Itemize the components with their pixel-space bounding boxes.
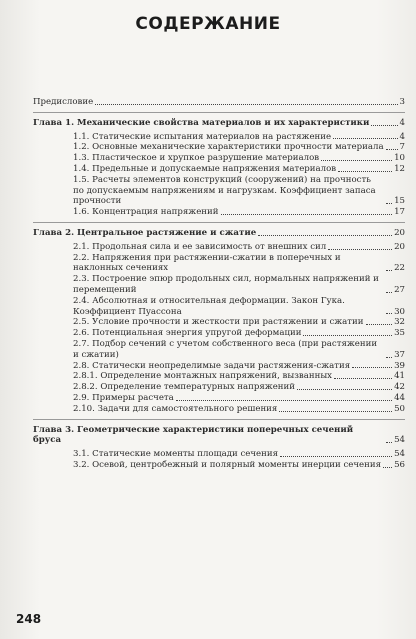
toc-entry (73, 296, 405, 318)
toc-entry-text: 2.8.2. Определение температурных напряжений (73, 382, 295, 393)
toc-entry (73, 175, 405, 207)
divider (33, 112, 405, 113)
leader-dots (221, 214, 393, 215)
toc-entry (73, 361, 405, 372)
toc-entry-page: 22 (394, 263, 405, 274)
toc-entry-page: 44 (394, 392, 405, 403)
toc-entry (73, 274, 405, 296)
leader-dots (338, 171, 392, 172)
toc-chapter-text: Глава 3. Геометрические характеристики поперечных сечений бруса (33, 424, 354, 446)
toc-entry (73, 132, 405, 143)
toc-entry-text: 1.5. Расчеты элементов конструкций (сооружений) на прочность по допускаемым напряжениям и нагрузкам. Коэффициент запаса прочности (73, 174, 376, 207)
leader-dots (321, 160, 392, 161)
toc-entry-text: 2.7. Подбор сечений с учетом собственного веса (при растяжении и сжатии) (73, 338, 378, 360)
toc-entry-text: 1.3. Пластическое и хрупкое разрушение материалов (73, 153, 320, 164)
toc-entry-text: 2.8. Статически неопределимые задачи растяжения-сжатия (73, 360, 351, 371)
table-of-contents (33, 97, 405, 471)
toc-entry-page: 30 (394, 306, 405, 317)
toc-entry-page: 12 (394, 163, 405, 174)
toc-entry-text: 2.4. Абсолютная и относительная деформации. Закон Гука. Коэффициент Пуассона (73, 295, 345, 317)
leader-dots (297, 389, 392, 390)
leader-dots (386, 149, 398, 150)
leader-dots (303, 335, 392, 336)
toc-entry (73, 242, 405, 253)
toc-chapter (33, 118, 405, 129)
leader-dots (258, 235, 392, 236)
leader-dots (333, 138, 397, 139)
toc-entry-text: 1.6. Концентрация напряжений (73, 207, 219, 218)
toc-entry-page: 20 (394, 241, 405, 252)
divider (33, 419, 405, 420)
toc-entry-page: 54 (394, 435, 405, 446)
leader-dots (95, 104, 397, 105)
toc-entry-page: 39 (394, 360, 405, 371)
toc-entry (73, 328, 405, 339)
toc-chapter-text: Глава 1. Механические свойства материалов и их характеристики (33, 117, 370, 128)
toc-entry-page: 20 (394, 227, 405, 238)
toc-entry-text: 2.3. Построение эпюр продольных сил, нормальных напряжений и перемещений (73, 274, 379, 295)
toc-entry-text: 2.8.1. Определение монтажных напряжений, вызванных (73, 371, 333, 382)
toc-entry (73, 339, 405, 361)
toc-entry (73, 153, 405, 164)
toc-entry (73, 317, 405, 328)
leader-dots (386, 313, 392, 314)
toc-entry-text: 3.1. Статические моменты площади сечения (73, 449, 279, 460)
toc-entry-text: 2.9. Примеры расчета (73, 392, 174, 403)
leader-dots (386, 442, 392, 443)
divider (33, 222, 405, 223)
leader-dots (366, 324, 393, 325)
toc-entry-page: 10 (394, 153, 405, 164)
toc-entry-text: 2.10. Задачи для самостоятельного решения (73, 403, 278, 414)
toc-entry (73, 449, 405, 460)
toc-entry (73, 404, 405, 415)
toc-entry-text: 2.6. Потенциальная энергия упругой деформации (73, 328, 302, 339)
leader-dots (279, 411, 392, 412)
toc-entry-page: 7 (399, 142, 405, 153)
toc-entry (33, 97, 405, 108)
toc-entry-text: 1.1. Статические испытания материалов на растяжение (73, 131, 332, 142)
toc-entry (73, 253, 405, 275)
toc-entry-page: 35 (394, 328, 405, 339)
toc-entry-page: 27 (394, 284, 405, 295)
toc-entry-page: 50 (394, 403, 405, 414)
toc-entry-page: 41 (394, 371, 405, 382)
toc-entry-text: 2.2. Напряжения при растяжении-сжатии в поперечных и наклонных сечениях (73, 252, 341, 274)
toc-entry-page: 3 (399, 97, 405, 107)
toc-entry (73, 460, 405, 471)
toc-entry-text: 2.5. Условие прочности и жесткости при растяжении и сжатии (73, 317, 364, 328)
toc-entry-text: 1.2. Основные механические характеристики прочности материала (73, 142, 384, 153)
leader-dots (371, 125, 397, 126)
toc-entry (73, 207, 405, 218)
toc-entry-text: 3.2. Осевой, центробежный и полярный моменты инерции сечения (73, 459, 381, 470)
page-title: СОДЕРЖАНИЕ (135, 14, 281, 34)
leader-dots (176, 400, 392, 401)
leader-dots (280, 456, 392, 457)
toc-entry-text: Предисловие (33, 97, 94, 107)
leader-dots (386, 292, 392, 293)
toc-entry-page: 15 (394, 196, 405, 207)
leader-dots (352, 367, 392, 368)
page-number: 248 (16, 612, 42, 626)
toc-entry (73, 164, 405, 175)
toc-entry (73, 142, 405, 153)
toc-entry (73, 371, 405, 382)
toc-entry-page: 56 (394, 459, 405, 470)
leader-dots (334, 378, 392, 379)
leader-dots (386, 270, 392, 271)
toc-entry-text: 2.1. Продольная сила и ее зависимость от внешних сил (73, 241, 327, 252)
toc-entry-page: 54 (394, 449, 405, 460)
leader-dots (386, 203, 392, 204)
toc-chapter (33, 228, 405, 239)
toc-entry-page: 42 (394, 382, 405, 393)
toc-entry-page: 4 (399, 117, 405, 128)
toc-chapter-text: Глава 2. Центральное растяжение и сжатие (33, 227, 257, 238)
toc-entry-page: 4 (399, 131, 405, 142)
toc-entry-page: 32 (394, 317, 405, 328)
toc-chapter (33, 425, 405, 447)
toc-entry-text: 1.4. Предельные и допускаемые напряжения материалов (73, 163, 337, 174)
toc-entry (73, 382, 405, 393)
leader-dots (386, 357, 392, 358)
leader-dots (328, 249, 392, 250)
leader-dots (383, 467, 392, 468)
toc-entry (73, 393, 405, 404)
toc-entry-page: 17 (394, 207, 405, 218)
toc-entry-page: 37 (394, 349, 405, 360)
